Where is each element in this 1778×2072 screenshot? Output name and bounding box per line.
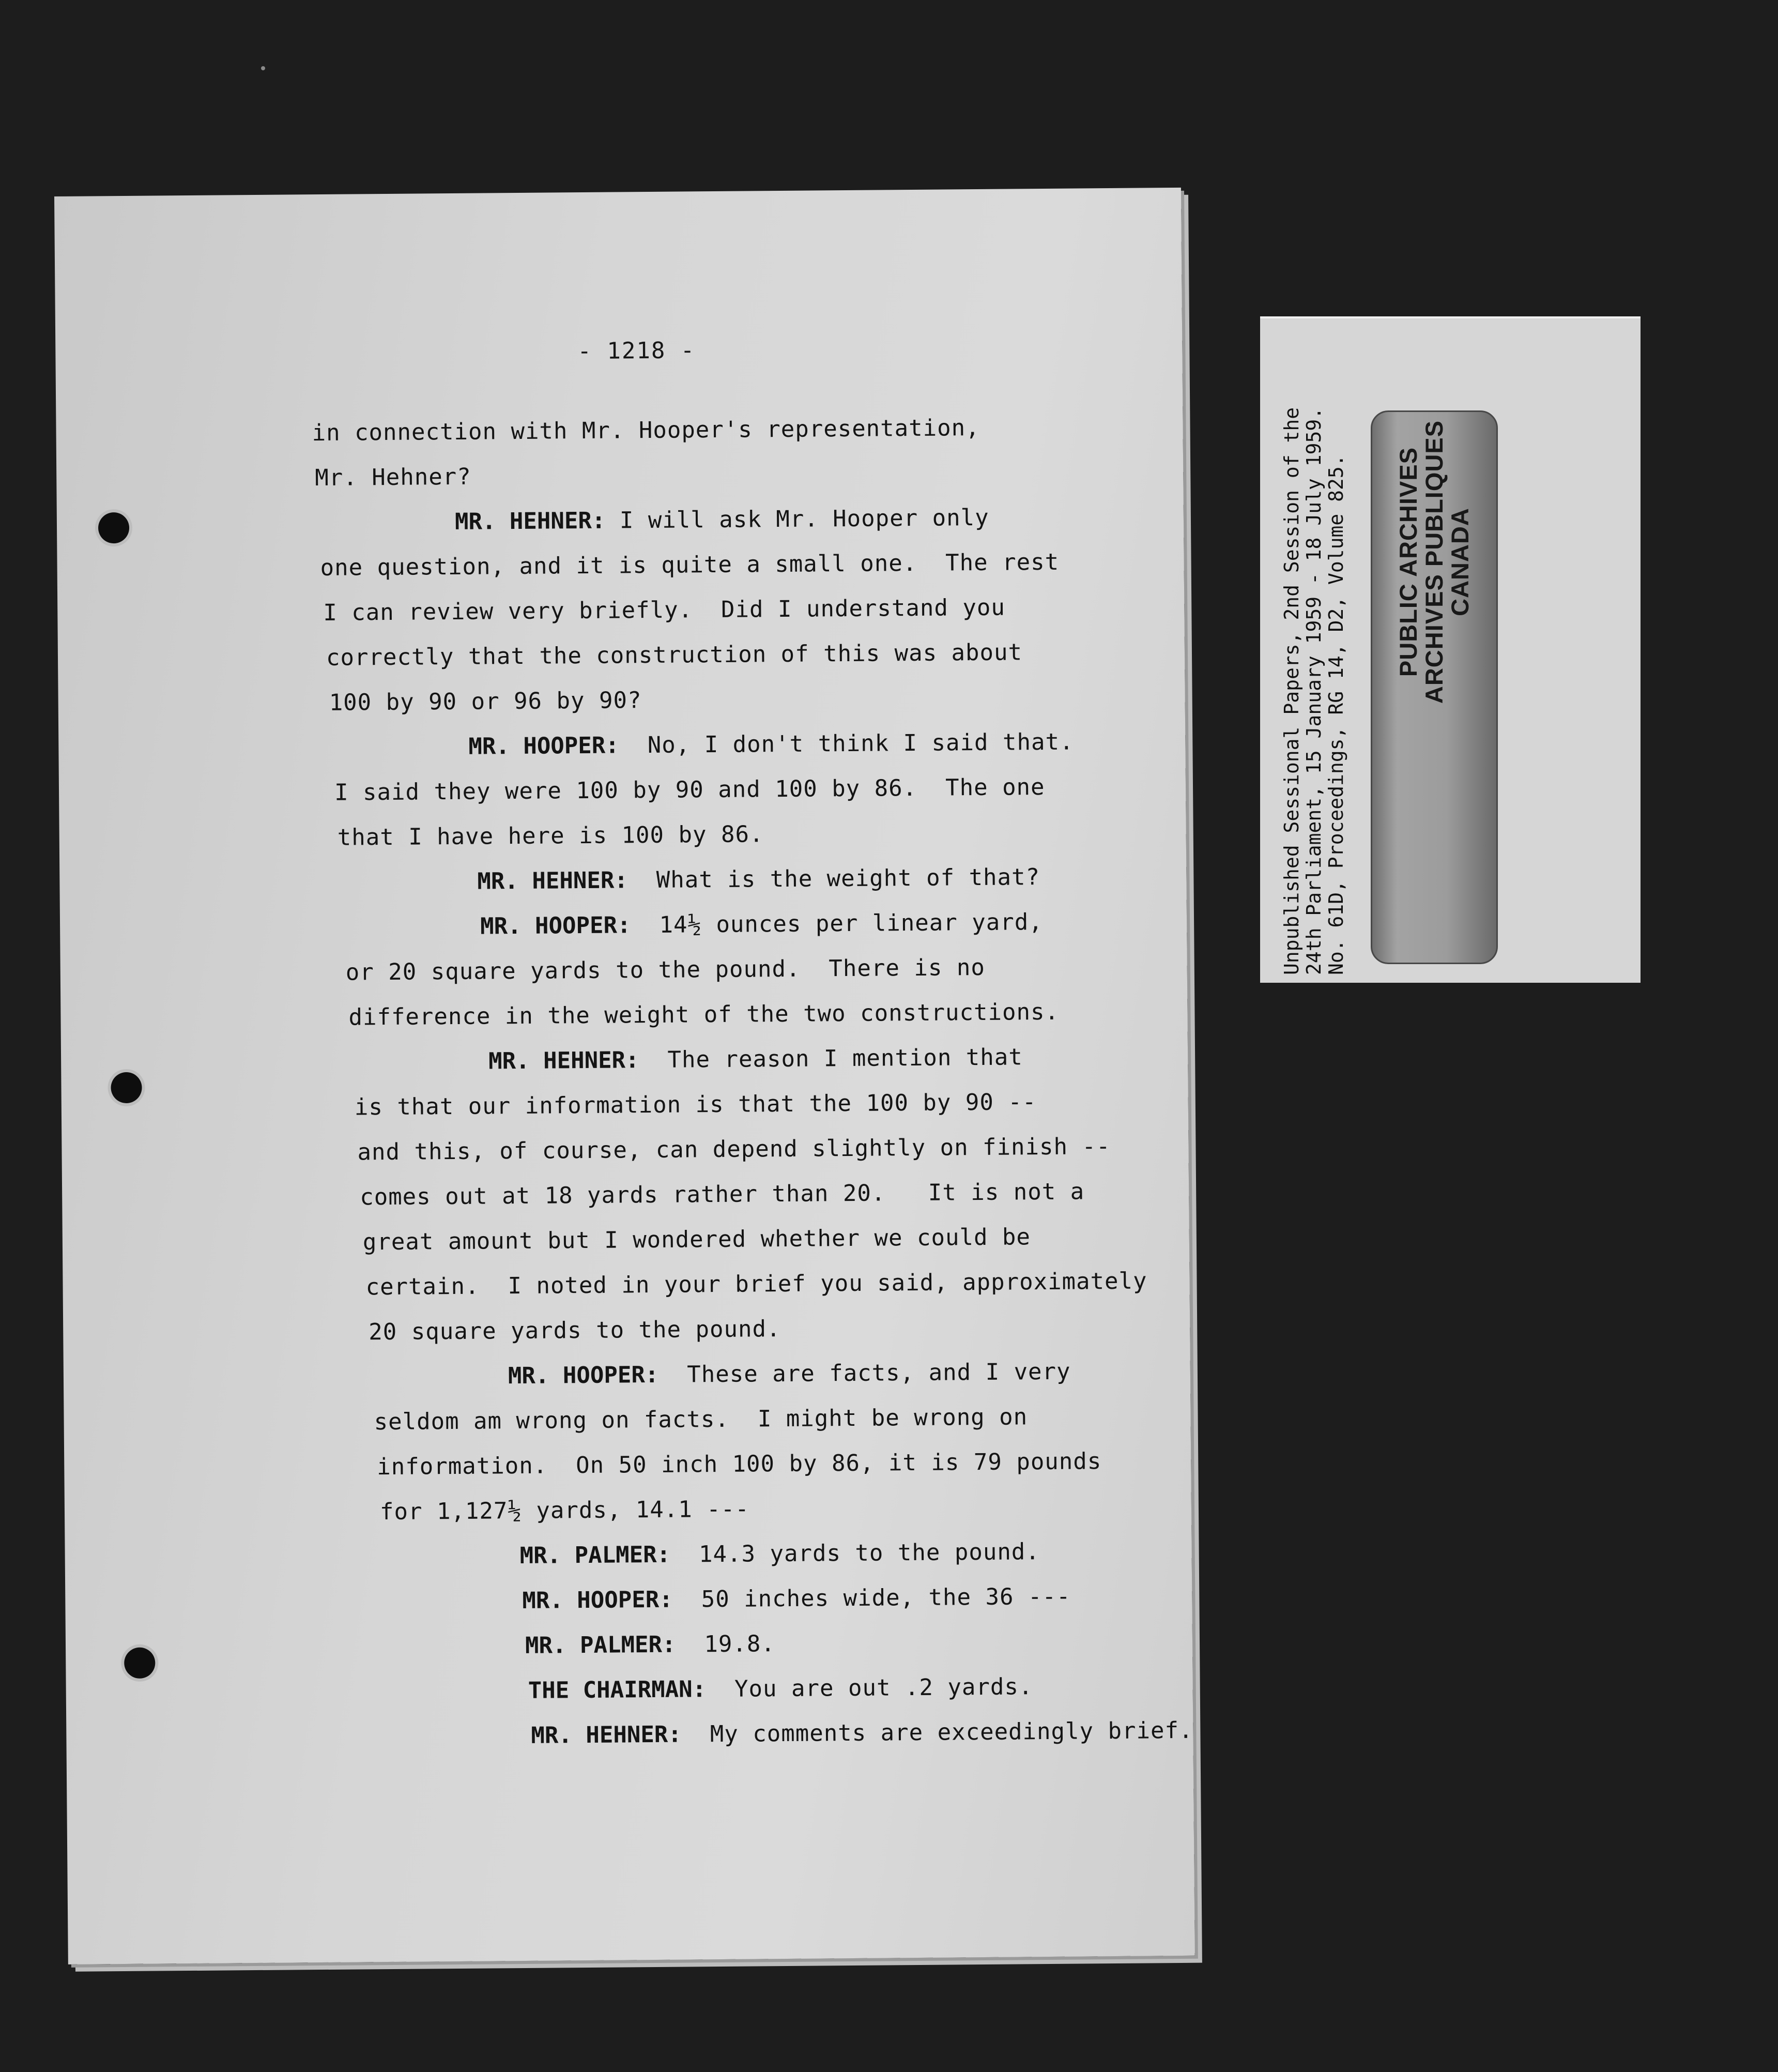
transcript-line — [365, 1270, 1147, 1299]
transcript-line — [338, 823, 764, 849]
line-text: in connection with Mr. Hooper's representation, — [312, 414, 980, 447]
line-text: 14.3 yards to the pound. — [670, 1538, 1040, 1568]
line-text: difference in the weight of the two constructions. — [348, 998, 1060, 1031]
speaker-name: MR. PALMER: — [519, 1541, 671, 1570]
line-text: These are facts, and I very — [658, 1358, 1071, 1388]
speaker-line — [477, 866, 1040, 893]
speaker-name: THE CHAIRMAN: — [528, 1676, 707, 1704]
line-text: The reason I mention that — [639, 1044, 1023, 1074]
speaker-name: MR. HOOPER: — [508, 1361, 659, 1390]
document-page — [54, 188, 1195, 1964]
line-text: correctly that the construction of this was about — [326, 639, 1023, 671]
archive-caption-line: No. 61D, Proceedings, RG 14, D2, Volume 825. — [1325, 454, 1347, 975]
line-text: 19.8. — [676, 1631, 776, 1658]
line-text: one question, and it is quite a small one. The rest — [320, 549, 1060, 581]
line-text: 14½ ounces per linear yard, — [631, 909, 1043, 939]
speaker-line — [519, 1538, 1040, 1570]
transcript-line — [323, 594, 1006, 626]
speaker-name: MR. HEHNER: — [477, 867, 629, 895]
archive-label-card — [1260, 316, 1641, 983]
speaker-name: MR. HEHNER: — [454, 507, 606, 535]
line-text: 100 by 90 or 96 by 90? — [329, 687, 642, 716]
line-text: information. On 50 inch 100 by 86, it is 79 pounds — [377, 1448, 1102, 1481]
transcript-line — [374, 1406, 1028, 1434]
line-text: What is the weight of that? — [627, 864, 1040, 894]
transcript-line — [355, 1091, 1037, 1119]
transcript-line — [329, 689, 642, 714]
transcript-line — [320, 551, 1059, 580]
line-text: great amount but I wondered whether we could be — [362, 1224, 1031, 1256]
speaker-name: MR. PALMER: — [525, 1631, 676, 1659]
line-text: Mr. Hehner? — [315, 463, 471, 492]
public-archives-stamp — [1371, 410, 1498, 964]
line-text: 50 inches wide, the 36 --- — [672, 1583, 1071, 1613]
speaker-name: MR. HOOPER: — [480, 912, 631, 940]
transcript-line — [346, 956, 985, 984]
stamp-text — [1396, 303, 1473, 820]
line-text: No, I don't think I said that. — [619, 728, 1074, 759]
transcript-line — [334, 773, 1045, 806]
transcript-line — [363, 1226, 1031, 1254]
page-number: - 1218 - — [577, 337, 696, 365]
speaker-name: MR. HOOPER: — [468, 732, 619, 760]
line-text: 20 square yards to the pound. — [369, 1316, 781, 1346]
speaker-line — [528, 1675, 1033, 1702]
line-text: or 20 square yards to the pound. There is no — [345, 954, 986, 986]
transcript-line — [357, 1135, 1110, 1164]
speaker-name: MR. HEHNER: — [531, 1721, 682, 1749]
transcript-line — [377, 1450, 1101, 1479]
speaker-line — [468, 728, 1074, 760]
speaker-line — [480, 911, 1043, 938]
archive-caption-line: Unpublished Sessional Papers, 2nd Session of the — [1280, 407, 1303, 975]
stamp-line: ARCHIVES PUBLIQUES — [1420, 420, 1448, 704]
punch-hole-middle — [111, 1072, 142, 1103]
transcript-line — [369, 1318, 781, 1344]
speaker-line — [454, 504, 989, 535]
stamp-line: PUBLIC ARCHIVES — [1394, 447, 1422, 677]
transcript-line — [360, 1180, 1084, 1209]
line-text: is that our information is that the 100 by 90 -- — [354, 1089, 1037, 1121]
transcript-line — [312, 414, 980, 447]
line-text: and this, of course, can depend slightly on finish -- — [357, 1133, 1111, 1166]
line-text: comes out at 18 yards rather than 20. It is not a — [360, 1178, 1085, 1211]
transcript-line — [315, 463, 471, 492]
transcript-line — [380, 1498, 749, 1524]
film-speck — [261, 66, 265, 70]
punch-hole-top — [98, 512, 129, 543]
speaker-name: MR. HOOPER: — [522, 1586, 673, 1614]
transcript-body — [312, 414, 1193, 1749]
speaker-line — [488, 1046, 1023, 1073]
speaker-line — [531, 1719, 1193, 1747]
speaker-line — [525, 1633, 775, 1657]
punch-hole-bottom — [124, 1648, 155, 1679]
speaker-line — [508, 1358, 1071, 1390]
stamp-line: CANADA — [1446, 508, 1474, 616]
line-text: You are out .2 yards. — [706, 1673, 1033, 1703]
line-text: I can review very briefly. Did I understand you — [323, 594, 1006, 626]
line-text: seldom am wrong on facts. I might be wrong on — [374, 1404, 1028, 1436]
line-text: I will ask Mr. Hooper only — [605, 504, 989, 534]
speaker-name: MR. HEHNER: — [488, 1047, 639, 1075]
line-text: for 1,127½ yards, 14.1 --- — [379, 1496, 749, 1526]
transcript-line — [326, 641, 1022, 669]
archive-caption-line: 24th Parliament, 15 January 1959 - 18 July 1959. — [1302, 407, 1325, 975]
line-text: My comments are exceedingly brief. — [681, 1717, 1193, 1748]
transcript-line — [348, 998, 1060, 1031]
line-text: that I have here is 100 by 86. — [337, 821, 764, 851]
line-text: I said they were 100 by 90 and 100 by 86. The one — [334, 773, 1045, 806]
speaker-line — [522, 1583, 1071, 1614]
archive-caption — [1281, 339, 1363, 975]
line-text: certain. I noted in your brief you said, approximately — [365, 1268, 1147, 1301]
